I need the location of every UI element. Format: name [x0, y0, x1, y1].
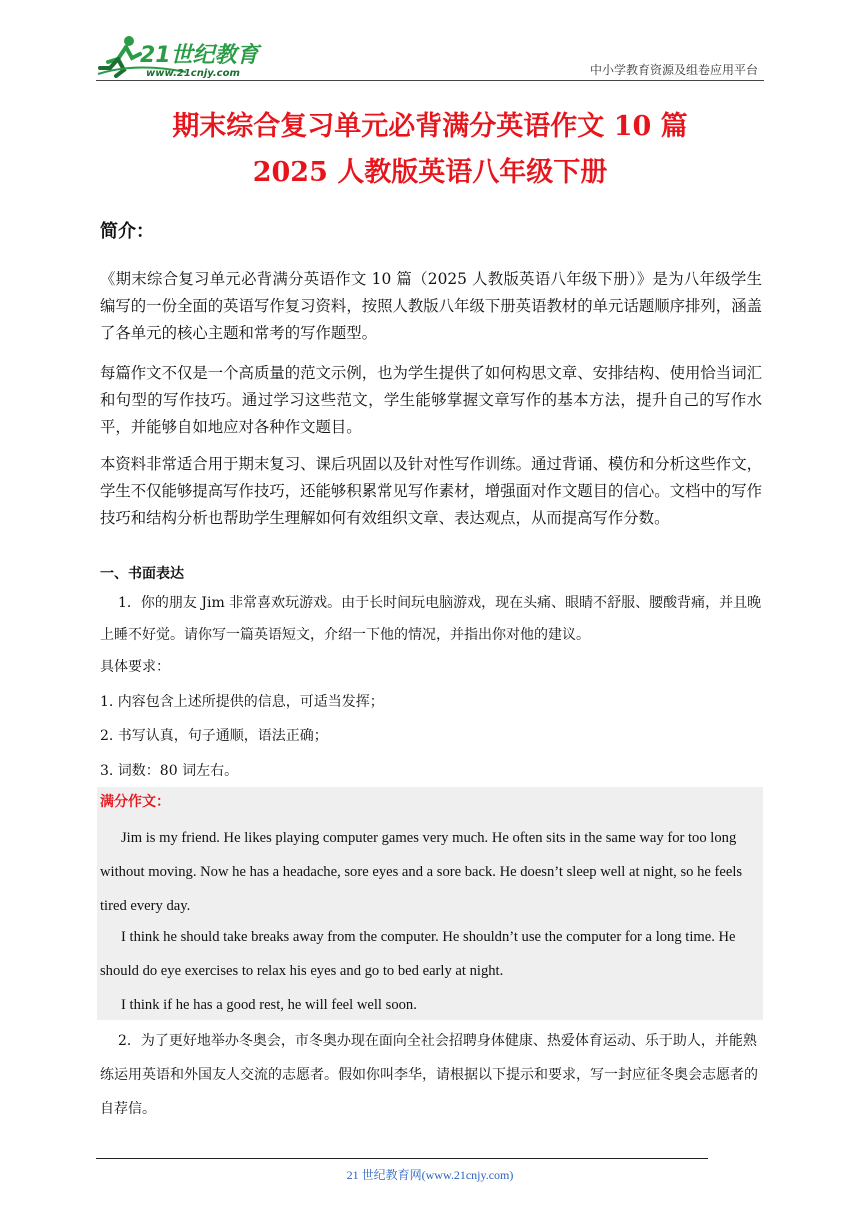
requirement-item: 2. 书写认真，句子通顺，语法正确；: [100, 728, 328, 744]
essay-paragraph: I think he should take breaks away from the computer. He shouldn’t use the computer for a long time. He should do eye exercises to relax his eyes and go to bed early at night.: [100, 929, 736, 979]
model-essay-heading: 满分作文：: [100, 794, 170, 810]
header-divider: [96, 80, 764, 81]
intro-heading: 简介：: [100, 221, 154, 242]
document-subtitle: 2025 人教版英语八年级下册: [252, 157, 608, 188]
essay-paragraph: Jim is my friend. He likes playing computer games very much. He often sits in the same way for too long without moving. Now he has a headache, sore eyes and a sore back. He doesn’t sleep well at night, so he feels tired every day.: [100, 830, 743, 914]
logo-url: www.21cnjy.com: [146, 68, 240, 79]
section-heading: 一、书面表达: [100, 566, 184, 582]
platform-tagline: 中小学教育资源及组卷应用平台: [589, 63, 758, 77]
requirement-item: 1. 内容包含上述所提供的信息，可适当发挥；: [100, 694, 384, 710]
intro-paragraph: 本资料非常适合用于期末复习、课后巩固以及针对性写作训练。通过背诵、模仿和分析这些作文，学生不仅能够提高写作技巧，还能够积累常见写作素材，增强面对作文题目的信心。文档中的写作技巧和结构分析也帮助学生理解如何有效组织文章、表达观点，从而提高写作分数。: [100, 455, 762, 527]
footer-link[interactable]: 21 世纪教育网(www.21cnjy.com): [346, 1168, 514, 1182]
site-logo[interactable]: [96, 32, 266, 80]
question-1: 1．你的朋友 Jim 非常喜欢玩游戏。由于长时间玩电脑游戏，现在头痛、眼睛不舒服、腰酸背痛，并且晚上睡不好觉。请你写一篇英语短文，介绍一下他的情况，并指出你对他的建议。: [100, 595, 762, 643]
logo-text: 21世纪教育: [140, 43, 259, 68]
essay-paragraph: I think if he has a good rest, he will feel well soon.: [121, 997, 417, 1013]
document-title: 期末综合复习单元必背满分英语作文 10 篇: [172, 111, 688, 142]
intro-paragraph: 每篇作文不仅是一个高质量的范文示例，也为学生提供了如何构思文章、安排结构、使用恰当词汇和句型的写作技巧。通过学习这些范文，学生能够掌握文章写作的基本方法，提升自己的写作水平，并能够自如地应对各种作文题目。: [100, 364, 762, 436]
requirement-item: 3. 词数：80 词左右。: [100, 763, 239, 779]
question-2: 2．为了更好地举办冬奥会，市冬奥办现在面向全社会招聘身体健康、热爱体育运动、乐于助人，并能熟练运用英语和外国友人交流的志愿者。假如你叫李华，请根据以下提示和要求，写一封应征冬奥会志愿者的自荐信。: [100, 1033, 758, 1117]
page-header: [0, 0, 860, 85]
intro-paragraph: 《期末综合复习单元必背满分英语作文 10 篇（2025 人教版英语八年级下册）》是为八年级学生编写的一份全面的英语写作复习资料，按照人教版八年级下册英语教材的单元话题顺序排列，涵盖了各单元的核心主题和常考的写作题型。: [100, 270, 762, 342]
runner-logo-icon: [96, 32, 266, 80]
footer-divider: [96, 1158, 708, 1159]
requirements-label: 具体要求：: [100, 659, 170, 675]
